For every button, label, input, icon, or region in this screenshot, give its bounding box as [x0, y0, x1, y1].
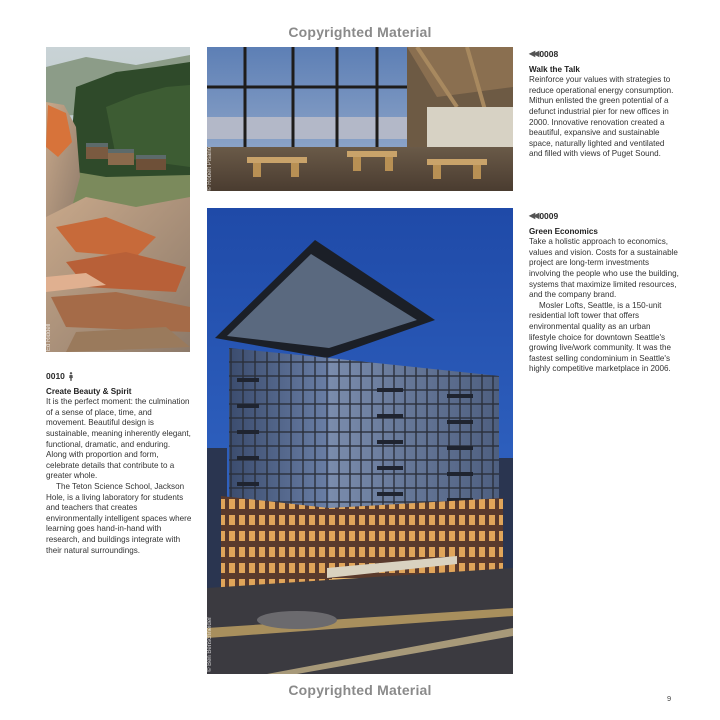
entry-paragraph: The Teton Science School, Jackson Hole, is a living laboratory for students and teachers that creates environmentally intelligent spaces where learning goes hand-in-hand with research, and buildings integrate with their natural surroundings.	[46, 481, 192, 555]
entry-number	[529, 211, 679, 222]
entry-number-text: 0009	[539, 211, 559, 221]
watermark-top: Copyrighted Material	[288, 24, 432, 40]
photo-credit-interior: © Robert Pisano	[207, 146, 213, 191]
entry-heading: Create Beauty & Spirit	[46, 386, 132, 396]
double-left-arrow-icon: ◀◀	[529, 49, 538, 58]
standing-person-icon	[68, 372, 74, 381]
entry-paragraph: Mosler Lofts, Seattle, is a 150-unit residential loft tower that offers environmental quality as an urban lifestyle choice for downtown Seattle's growing live/work community. It was the fastest selling condominium in Seattle's highly competitive marketplace in 2006.	[529, 300, 671, 374]
entry-number	[529, 49, 679, 60]
entry-paragraph: Reinforce your values with strategies to reduce operational energy consumption. Mithun enlisted the green potential of a defunct industrial pier for new offices in 2000. Innovative renovation created a beautiful, expansive and sustainable space, naturally lighted and ventilated and filled with views of Puget Sound.	[529, 75, 674, 159]
entry-paragraph: Take a holistic approach to economics, values and vision. Costs for a sustainable project are long-term investments involving the people who use the building, systems that maximize limited resources, and the company brand.	[529, 237, 679, 300]
entry-heading: Walk the Talk	[529, 64, 580, 74]
entry-0008	[529, 49, 679, 160]
photo-mosler-lofts-tower	[207, 208, 513, 674]
entry-0010	[46, 371, 192, 556]
watermark-bottom: Copyrighted Material	[288, 682, 432, 698]
photo-credit-building: © Ben Benschneider	[207, 616, 213, 672]
double-left-arrow-icon: ◀◀	[529, 211, 538, 220]
entry-number-text: 0008	[539, 49, 559, 59]
photo-office-interior	[207, 47, 513, 191]
entry-0009	[529, 211, 679, 375]
entry-number	[46, 371, 192, 382]
photo-mountain-rocks	[46, 47, 190, 352]
entry-number-text: 0010	[46, 371, 65, 381]
photo-credit-mountain: Ed Riddell	[46, 323, 52, 351]
entry-paragraph: It is the perfect moment: the culmination of a sense of place, time, and movement. Beautiful design is sustainable, meaning inherently elegant, functional, dramatic, and enduring. Along with proportion and form, celebrate details that contribute to a greater whole.	[46, 397, 191, 481]
page-number: 9	[667, 694, 672, 703]
entry-heading: Green Economics	[529, 226, 598, 236]
